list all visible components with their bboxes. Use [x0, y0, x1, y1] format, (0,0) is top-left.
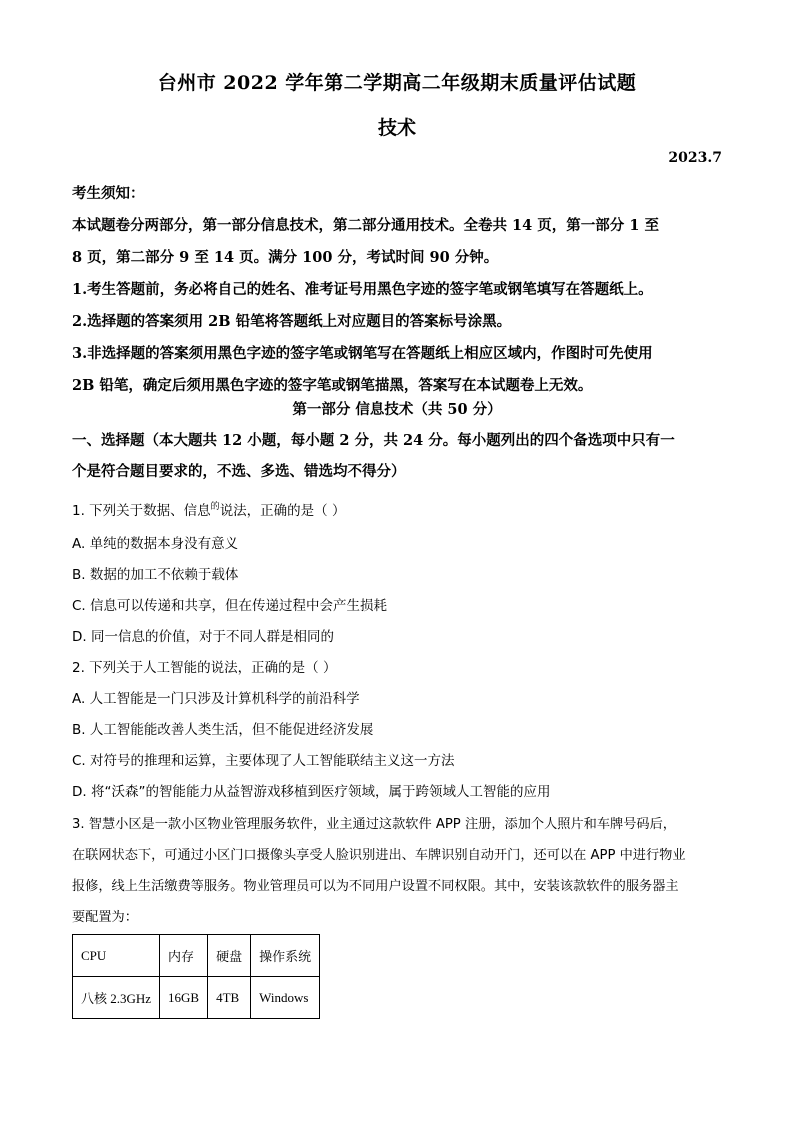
- question-2-option-b: B. 人工智能能改善人类生活，但不能促进经济发展: [72, 722, 374, 738]
- question-3-line2: 在联网状态下，可通过小区门口摄像头享受人脸识别进出、车牌识别自动开门，还可以在 APP 中进行物业: [72, 848, 686, 863]
- question-3-line4: 要配置为：: [72, 910, 138, 925]
- question-1-stem-superscript: 的: [210, 502, 220, 512]
- question-1: [72, 496, 722, 653]
- table-cell-memory: 16GB: [160, 977, 208, 1019]
- question-2-option-c: C. 对符号的推理和运算，主要体现了人工智能联结主义这一方法: [72, 753, 455, 769]
- exam-title: 台州市 2022 学年第二学期高二年级期末质量评估试题: [157, 72, 637, 94]
- question-1-option-b: B. 数据的加工不依赖于载体: [72, 567, 239, 583]
- table-row: [73, 977, 320, 1019]
- table-header-disk: 硬盘: [208, 935, 251, 977]
- question-3: [72, 809, 732, 933]
- table-header-memory: 内存: [160, 935, 208, 977]
- question-2-stem: 2. 下列关于人工智能的说法，正确的是（ ）: [72, 660, 337, 676]
- question-2: [72, 653, 722, 808]
- question-1-option-d: D. 同一信息的价值，对于不同人群是相同的: [72, 629, 334, 645]
- instructions-intro-line1: 本试题卷分两部分，第一部分信息技术，第二部分通用技术。全卷共 14 页，第一部分 1 至: [72, 217, 659, 234]
- exam-date: 2023.7: [668, 150, 722, 166]
- question-1-option-a: A. 单纯的数据本身没有意义: [72, 536, 239, 552]
- instructions-item-2: 2.选择题的答案须用 2B 铅笔将答题纸上对应题目的答案标号涂黑。: [72, 313, 512, 330]
- question-2-option-a: A. 人工智能是一门只涉及计算机科学的前沿科学: [72, 691, 360, 707]
- section-heading-line2: 个是符合题目要求的，不选、多选、错选均不得分）: [72, 463, 406, 480]
- instructions-heading: 考生须知：: [72, 185, 145, 202]
- instructions-intro-line2: 8 页，第二部分 9 至 14 页。满分 100 分，考试时间 90 分钟。: [72, 249, 499, 266]
- section-heading-line1: 一、选择题（本大题共 12 小题，每小题 2 分，共 24 分。每小题列出的四个备选项中只有一: [72, 432, 675, 449]
- table-header-cpu: CPU: [73, 935, 160, 977]
- table-cell-disk: 4TB: [208, 977, 251, 1019]
- table-header-row: [73, 935, 320, 977]
- question-1-stem: [72, 496, 722, 529]
- question-1-stem-text: 1. 下列关于数据、信息: [72, 503, 211, 519]
- section-heading: [72, 425, 722, 487]
- server-spec-table: [72, 934, 320, 1019]
- instructions-item-1: 1.考生答题前，务必将自己的姓名、准考证号用黑色字迹的签字笔或钢笔填写在答题纸上。: [72, 281, 653, 298]
- question-3-line3: 报修，线上生活缴费等服务。物业管理员可以为不同用户设置不同权限。其中，安装该款软件的服务器主: [72, 879, 679, 894]
- part1-heading: 第一部分 信息技术（共 50 分）: [292, 401, 502, 418]
- table-cell-cpu: 八核 2.3GHz: [73, 977, 160, 1019]
- question-1-stem-tail: 说法，正确的是（ ）: [219, 503, 346, 519]
- exam-subject: 技术: [377, 117, 416, 139]
- instructions-item-3-line1: 3.非选择题的答案须用黑色字迹的签字笔或钢笔写在答题纸上相应区域内，作图时可先使用: [72, 345, 653, 362]
- question-2-option-d: D. 将“沃森”的智能能力从益智游戏移植到医疗领域，属于跨领域人工智能的应用: [72, 784, 551, 800]
- table-header-os: 操作系统: [251, 935, 320, 977]
- question-1-option-c: C. 信息可以传递和共享，但在传递过程中会产生损耗: [72, 598, 388, 614]
- table-cell-os: Windows: [251, 977, 320, 1019]
- question-3-line1: 3. 智慧小区是一款小区物业管理服务软件，业主通过这款软件 APP 注册，添加个人照片和车牌号码后，: [72, 817, 676, 832]
- instructions-block: [72, 178, 722, 402]
- instructions-item-3-line2: 2B 铅笔，确定后须用黑色字迹的签字笔或钢笔描黑，答案写在本试题卷上无效。: [72, 377, 593, 394]
